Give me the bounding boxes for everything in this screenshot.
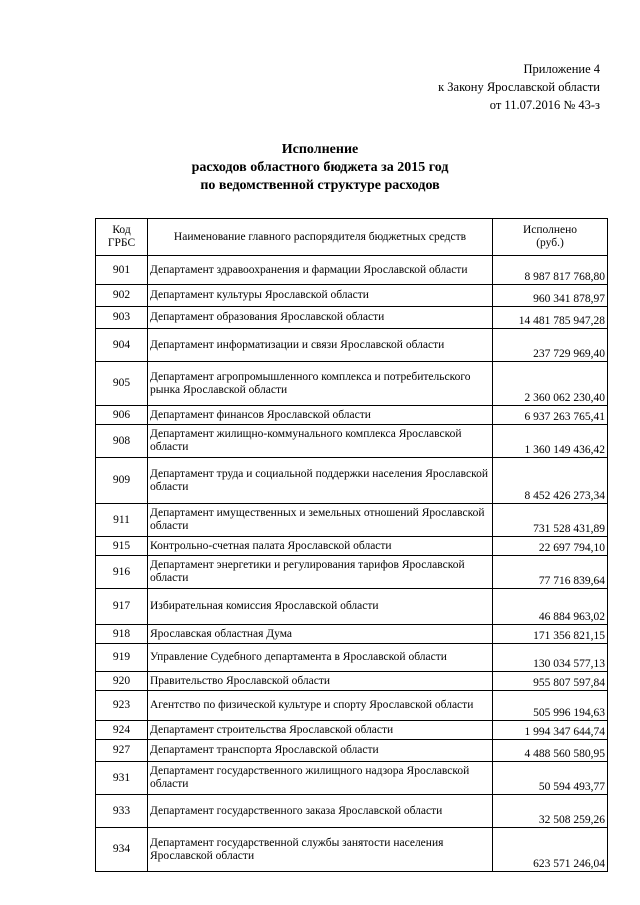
appendix-header <box>438 60 600 114</box>
row-code: 903 <box>96 307 148 329</box>
table-row <box>96 672 608 691</box>
row-name: Департамент транспорта Ярославской области <box>148 740 493 762</box>
row-name: Управление Судебного департамента в Ярославской области <box>148 644 493 672</box>
row-sum: 1 360 149 436,42 <box>493 425 608 458</box>
row-sum: 1 994 347 644,74 <box>493 721 608 740</box>
row-name: Агентство по физической культуре и спорту Ярославской области <box>148 691 493 721</box>
table-row <box>96 537 608 556</box>
table-row <box>96 307 608 329</box>
row-name: Департамент образования Ярославской области <box>148 307 493 329</box>
header-sum-line-2: (руб.) <box>536 237 564 249</box>
table-row <box>96 740 608 762</box>
row-code: 905 <box>96 362 148 406</box>
row-name: Избирательная комиссия Ярославской области <box>148 589 493 625</box>
document-title <box>0 141 640 195</box>
table-row <box>96 406 608 425</box>
table-row <box>96 285 608 307</box>
row-name: Департамент жилищно-коммунального комплекса Ярославской области <box>148 425 493 458</box>
table-row <box>96 691 608 721</box>
table-row <box>96 329 608 362</box>
row-code: 902 <box>96 285 148 307</box>
row-name: Департамент финансов Ярославской области <box>148 406 493 425</box>
row-name: Ярославская областная Дума <box>148 625 493 644</box>
row-sum: 731 528 431,89 <box>493 504 608 537</box>
row-sum: 130 034 577,13 <box>493 644 608 672</box>
row-sum: 237 729 969,40 <box>493 329 608 362</box>
row-sum: 50 594 493,77 <box>493 762 608 795</box>
row-sum: 22 697 794,10 <box>493 537 608 556</box>
row-code: 917 <box>96 589 148 625</box>
row-code: 919 <box>96 644 148 672</box>
row-name: Департамент государственной службы занятости населения Ярославской области <box>148 828 493 872</box>
row-sum: 2 360 062 230,40 <box>493 362 608 406</box>
row-name: Контрольно-счетная палата Ярославской области <box>148 537 493 556</box>
row-code: 915 <box>96 537 148 556</box>
row-sum: 8 987 817 768,80 <box>493 256 608 285</box>
row-sum: 171 356 821,15 <box>493 625 608 644</box>
appendix-date: от 11.07.2016 № 43-з <box>489 98 600 112</box>
row-sum: 960 341 878,97 <box>493 285 608 307</box>
title-line-3: по ведомственной структуре расходов <box>200 178 440 193</box>
row-sum: 955 807 597,84 <box>493 672 608 691</box>
row-name: Департамент имущественных и земельных отношений Ярославской области <box>148 504 493 537</box>
row-code: 909 <box>96 458 148 504</box>
header-code <box>96 219 148 256</box>
table-row <box>96 625 608 644</box>
table-row <box>96 828 608 872</box>
table-row <box>96 644 608 672</box>
appendix-number: Приложение 4 <box>523 62 600 76</box>
header-sum <box>493 219 608 256</box>
row-code: 920 <box>96 672 148 691</box>
row-name: Департамент информатизации и связи Ярославской области <box>148 329 493 362</box>
header-code-line-1: Код <box>112 224 131 236</box>
row-code: 908 <box>96 425 148 458</box>
table-row <box>96 504 608 537</box>
row-sum: 77 716 839,64 <box>493 556 608 589</box>
row-code: 901 <box>96 256 148 285</box>
table-row <box>96 762 608 795</box>
header-code-line-2: ГРБС <box>107 237 136 249</box>
row-code: 927 <box>96 740 148 762</box>
row-sum: 8 452 426 273,34 <box>493 458 608 504</box>
table-row <box>96 458 608 504</box>
header-name: Наименование главного распорядителя бюджетных средств <box>148 219 493 256</box>
row-name: Департамент государственного жилищного надзора Ярославской области <box>148 762 493 795</box>
row-name: Департамент агропромышленного комплекса и потребительского рынка Ярославской области <box>148 362 493 406</box>
row-sum: 623 571 246,04 <box>493 828 608 872</box>
table-body <box>96 256 608 872</box>
row-name: Департамент здравоохранения и фармации Ярославской области <box>148 256 493 285</box>
table-row <box>96 425 608 458</box>
row-code: 931 <box>96 762 148 795</box>
header-sum-line-1: Исполнено <box>522 224 578 236</box>
row-code: 918 <box>96 625 148 644</box>
row-code: 933 <box>96 795 148 828</box>
row-name: Департамент государственного заказа Ярославской области <box>148 795 493 828</box>
row-code: 924 <box>96 721 148 740</box>
appendix-law: к Закону Ярославской области <box>438 80 600 94</box>
row-code: 916 <box>96 556 148 589</box>
row-code: 904 <box>96 329 148 362</box>
table-row <box>96 795 608 828</box>
row-sum: 14 481 785 947,28 <box>493 307 608 329</box>
table-row <box>96 556 608 589</box>
table-row <box>96 256 608 285</box>
row-sum: 4 488 560 580,95 <box>493 740 608 762</box>
row-name: Департамент культуры Ярославской области <box>148 285 493 307</box>
row-sum: 505 996 194,63 <box>493 691 608 721</box>
budget-table <box>95 218 608 872</box>
row-name: Департамент строительства Ярославской области <box>148 721 493 740</box>
row-name: Департамент энергетики и регулирования тарифов Ярославской области <box>148 556 493 589</box>
row-sum: 32 508 259,26 <box>493 795 608 828</box>
row-code: 923 <box>96 691 148 721</box>
title-line-2: расходов областного бюджета за 2015 год <box>191 160 449 175</box>
row-code: 906 <box>96 406 148 425</box>
table-row <box>96 721 608 740</box>
row-code: 911 <box>96 504 148 537</box>
row-name: Департамент труда и социальной поддержки населения Ярославской области <box>148 458 493 504</box>
row-name: Правительство Ярославской области <box>148 672 493 691</box>
title-line-1: Исполнение <box>281 142 359 157</box>
row-sum: 6 937 263 765,41 <box>493 406 608 425</box>
table-row <box>96 589 608 625</box>
table-row <box>96 362 608 406</box>
row-sum: 46 884 963,02 <box>493 589 608 625</box>
row-code: 934 <box>96 828 148 872</box>
table-header-row <box>96 219 608 256</box>
